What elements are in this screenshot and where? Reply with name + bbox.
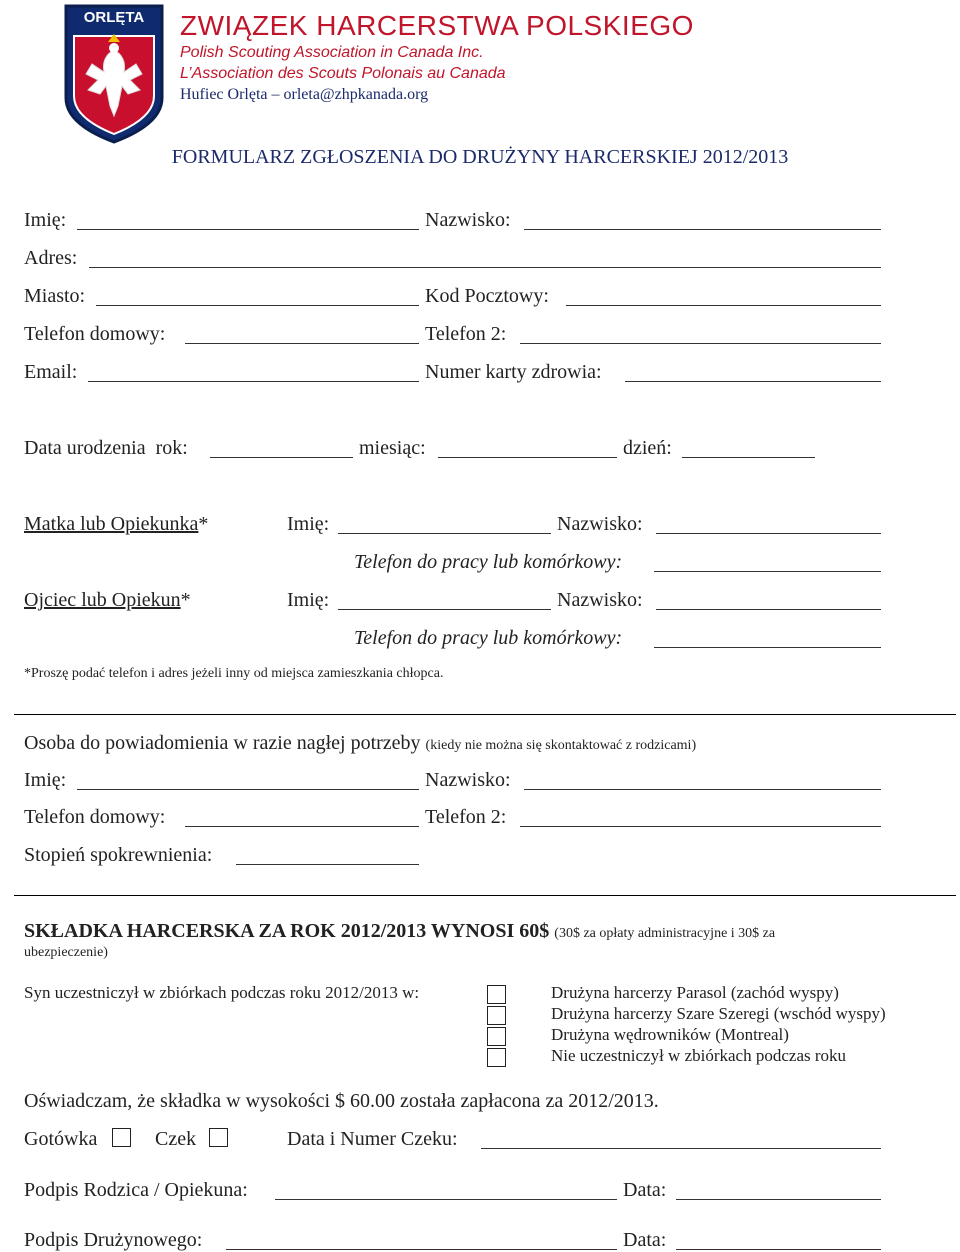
father-last-name-label: Nazwisko: — [557, 589, 643, 611]
emergency-home-phone-label: Telefon domowy: — [24, 806, 166, 828]
birth-year-label: Data urodzenia rok: — [24, 437, 188, 459]
cash-label: Gotówka — [24, 1128, 98, 1150]
postal-code-label: Kod Pocztowy: — [425, 285, 549, 307]
email-label: Email: — [24, 361, 78, 383]
parent-signature-label: Podpis Rodzica / Opiekuna: — [24, 1179, 248, 1201]
mother-first-name-label: Imię: — [287, 513, 330, 535]
mother-label: Matka lub Opiekunka* — [24, 513, 209, 535]
parents-note: *Proszę podać telefon i adres jeżeli inny od miejsca zamieszkania chłopca. — [24, 666, 444, 681]
leader-signature-label: Podpis Drużynowego: — [24, 1229, 203, 1251]
address-label: Adres: — [24, 247, 78, 269]
cheque-info-field[interactable] — [481, 1148, 881, 1149]
cheque-info-label: Data i Numer Czeku: — [287, 1128, 458, 1150]
city-label: Miasto: — [24, 285, 86, 307]
mother-work-phone-field[interactable] — [654, 571, 881, 572]
org-name-french: L’Association des Scouts Polonais au Canada — [180, 65, 506, 82]
father-label: Ojciec lub Opiekun* — [24, 589, 191, 611]
fee-title: SKŁADKA HARCERSKA ZA ROK 2012/2013 WYNOSI 60$ (30$ za opłaty administracyjne i 30$ za — [24, 920, 776, 942]
health-card-field[interactable] — [625, 381, 881, 382]
email-field[interactable] — [88, 381, 419, 382]
relation-label: Stopień spokrewnienia: — [24, 844, 213, 866]
org-name-english: Polish Scouting Association in Canada Inc. — [180, 44, 484, 61]
emergency-last-name-label: Nazwisko: — [425, 769, 511, 791]
city-field[interactable] — [96, 305, 419, 306]
option-wedrownicy-checkbox[interactable] — [487, 1027, 506, 1046]
leader-signature-field[interactable] — [226, 1249, 617, 1250]
mother-work-phone-label: Telefon do pracy lub komórkowy: — [354, 551, 623, 573]
birth-day-label: dzień: — [623, 437, 672, 459]
birth-month-field[interactable] — [438, 457, 617, 458]
fee-note-continued: ubezpieczenie) — [24, 945, 108, 960]
first-name-field[interactable] — [77, 229, 419, 230]
phone2-label: Telefon 2: — [425, 323, 507, 345]
mother-last-name-label: Nazwisko: — [557, 513, 643, 535]
birth-month-label: miesiąc: — [359, 437, 426, 459]
option-parasol-label: Drużyna harcerzy Parasol (zachód wyspy) — [551, 983, 839, 1002]
option-parasol-checkbox[interactable] — [487, 985, 506, 1004]
participation-label: Syn uczestniczył w zbiórkach podczas roku 2012/2013 w: — [24, 983, 420, 1002]
last-name-label: Nazwisko: — [425, 209, 511, 231]
postal-code-field[interactable] — [566, 305, 881, 306]
health-card-label: Numer karty zdrowia: — [425, 361, 602, 383]
badge-text: ORLĘTA — [83, 9, 145, 26]
form-title: FORMULARZ ZGŁOSZENIA DO DRUŻYNY HARCERSKIEJ 2012/2013 — [171, 146, 789, 168]
emergency-phone2-label: Telefon 2: — [425, 806, 507, 828]
cash-checkbox[interactable] — [112, 1128, 131, 1147]
option-szare-szeregi-label: Drużyna harcerzy Szare Szeregi (wschód wyspy) — [551, 1004, 886, 1023]
father-work-phone-field[interactable] — [654, 647, 881, 648]
option-none-checkbox[interactable] — [487, 1048, 506, 1067]
option-wedrownicy-label: Drużyna wędrowników (Montreal) — [551, 1025, 789, 1044]
emergency-first-name-label: Imię: — [24, 769, 67, 791]
cheque-label: Czek — [155, 1128, 197, 1150]
address-field[interactable] — [89, 267, 881, 268]
mother-first-name-field[interactable] — [338, 533, 551, 534]
father-first-name-label: Imię: — [287, 589, 330, 611]
emergency-home-phone-field[interactable] — [185, 826, 419, 827]
birth-day-field[interactable] — [682, 457, 815, 458]
parent-signature-field[interactable] — [275, 1199, 617, 1200]
emergency-last-name-field[interactable] — [524, 789, 881, 790]
parent-date-label: Data: — [623, 1179, 667, 1201]
leader-date-label: Data: — [623, 1229, 667, 1251]
unit-contact: Hufiec Orlęta – orleta@zhpkanada.org — [180, 86, 429, 103]
cheque-checkbox[interactable] — [209, 1128, 228, 1147]
home-phone-label: Telefon domowy: — [24, 323, 166, 345]
option-none-label: Nie uczestniczył w zbiórkach podczas roku — [551, 1046, 847, 1065]
mother-last-name-field[interactable] — [656, 533, 881, 534]
birth-year-field[interactable] — [210, 457, 353, 458]
section-divider — [14, 714, 956, 715]
section-divider — [14, 895, 956, 896]
relation-field[interactable] — [236, 864, 419, 865]
fee-declaration: Oświadczam, że składka w wysokości $ 60.00 została zapłacona za 2012/2013. — [24, 1090, 659, 1112]
emergency-phone2-field[interactable] — [520, 826, 881, 827]
first-name-label: Imię: — [24, 209, 67, 231]
orleta-badge-logo — [62, 2, 166, 144]
father-work-phone-label: Telefon do pracy lub komórkowy: — [354, 627, 623, 649]
leader-date-field[interactable] — [676, 1249, 881, 1250]
emergency-title: Osoba do powiadomienia w razie nagłej potrzeby (kiedy nie można się skontaktować z rodzicami) — [24, 732, 697, 754]
option-szare-szeregi-checkbox[interactable] — [487, 1006, 506, 1025]
parent-date-field[interactable] — [676, 1199, 881, 1200]
org-name: ZWIĄZEK HARCERSTWA POLSKIEGO — [180, 10, 694, 41]
emergency-first-name-field[interactable] — [77, 789, 419, 790]
father-last-name-field[interactable] — [656, 609, 881, 610]
father-first-name-field[interactable] — [338, 609, 551, 610]
phone2-field[interactable] — [520, 343, 881, 344]
last-name-field[interactable] — [524, 229, 881, 230]
home-phone-field[interactable] — [185, 343, 419, 344]
